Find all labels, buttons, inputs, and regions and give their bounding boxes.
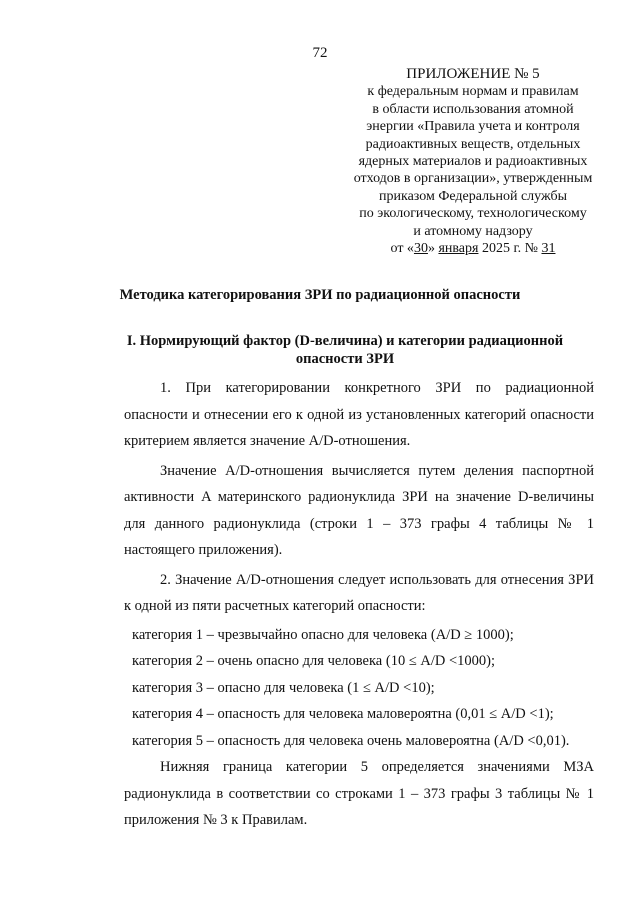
- category-item-5: категория 5 – опасность для человека очень маловероятна (A/D <0,01).: [132, 732, 570, 749]
- appendix-header: [328, 66, 618, 257]
- appendix-date-line: [328, 240, 618, 257]
- appendix-line: энергии «Правила учета и контроля: [366, 119, 580, 135]
- appendix-line: отходов в организации», утвержденным: [353, 171, 593, 187]
- paragraph-1: 1. При категорировании конкретного ЗРИ по радиационной опасности и отнесении его к одной из установленных категорий опасности критерием является значение A/D-отношения.: [124, 380, 594, 449]
- appendix-line: к федеральным нормам и правилам: [367, 84, 579, 100]
- category-item-1: категория 1 – чрезвычайно опасно для человека (A/D ≥ 1000);: [132, 626, 514, 643]
- category-item-3: категория 3 – опасно для человека (1 ≤ A/D <10);: [132, 679, 435, 696]
- appendix-line: приказом Федеральной службы: [379, 188, 567, 204]
- section-title-line-1: I. Нормирующий фактор (D-величина) и категории радиационной: [126, 333, 564, 349]
- category-item-2: категория 2 – очень опасно для человека (10 ≤ A/D <1000);: [132, 653, 496, 669]
- paragraph-4: Нижняя граница категории 5 определяется значениями МЗА радионуклида в соответствии со строками 1 – 373 графы 3 таблицы № 1 приложения № 3 к Правилам.: [124, 759, 594, 828]
- appendix-line: по экологическому, технологическому: [359, 206, 587, 222]
- appendix-line: ядерных материалов и радиоактивных: [358, 154, 588, 170]
- section-title: [110, 332, 580, 368]
- date-month: января: [438, 241, 479, 257]
- date-mid: »: [427, 241, 439, 257]
- appendix-line: радиоактивных веществ, отдельных: [365, 136, 581, 152]
- category-list: [124, 622, 594, 755]
- body-text: [124, 375, 594, 834]
- appendix-heading: ПРИЛОЖЕНИЕ № 5: [406, 66, 540, 82]
- page-number: 72: [312, 45, 328, 61]
- appendix-line: и атомному надзору: [413, 223, 533, 239]
- section-title-line-2: опасности ЗРИ: [295, 351, 395, 367]
- date-year: 2025 г. №: [478, 241, 542, 257]
- order-number: 31: [541, 241, 556, 257]
- document-title: Методика категорирования ЗРИ по радиационной опасности: [119, 287, 521, 303]
- date-prefix: от «: [390, 241, 414, 257]
- category-item-4: категория 4 – опасность для человека маловероятна (0,01 ≤ A/D <1);: [132, 706, 554, 722]
- date-day: 30: [413, 241, 428, 257]
- paragraph-3: 2. Значение A/D-отношения следует использовать для отнесения ЗРИ к одной из пяти расчетных категорий опасности:: [124, 571, 594, 614]
- paragraph-2: Значение A/D-отношения вычисляется путем деления паспортной активности A материнского радионуклида ЗРИ на значение D-величины для данного радионуклида (строки 1 – 373 графы 4 таблицы № 1 настоящего приложения).: [124, 462, 594, 558]
- appendix-line: в области использования атомной: [372, 101, 574, 117]
